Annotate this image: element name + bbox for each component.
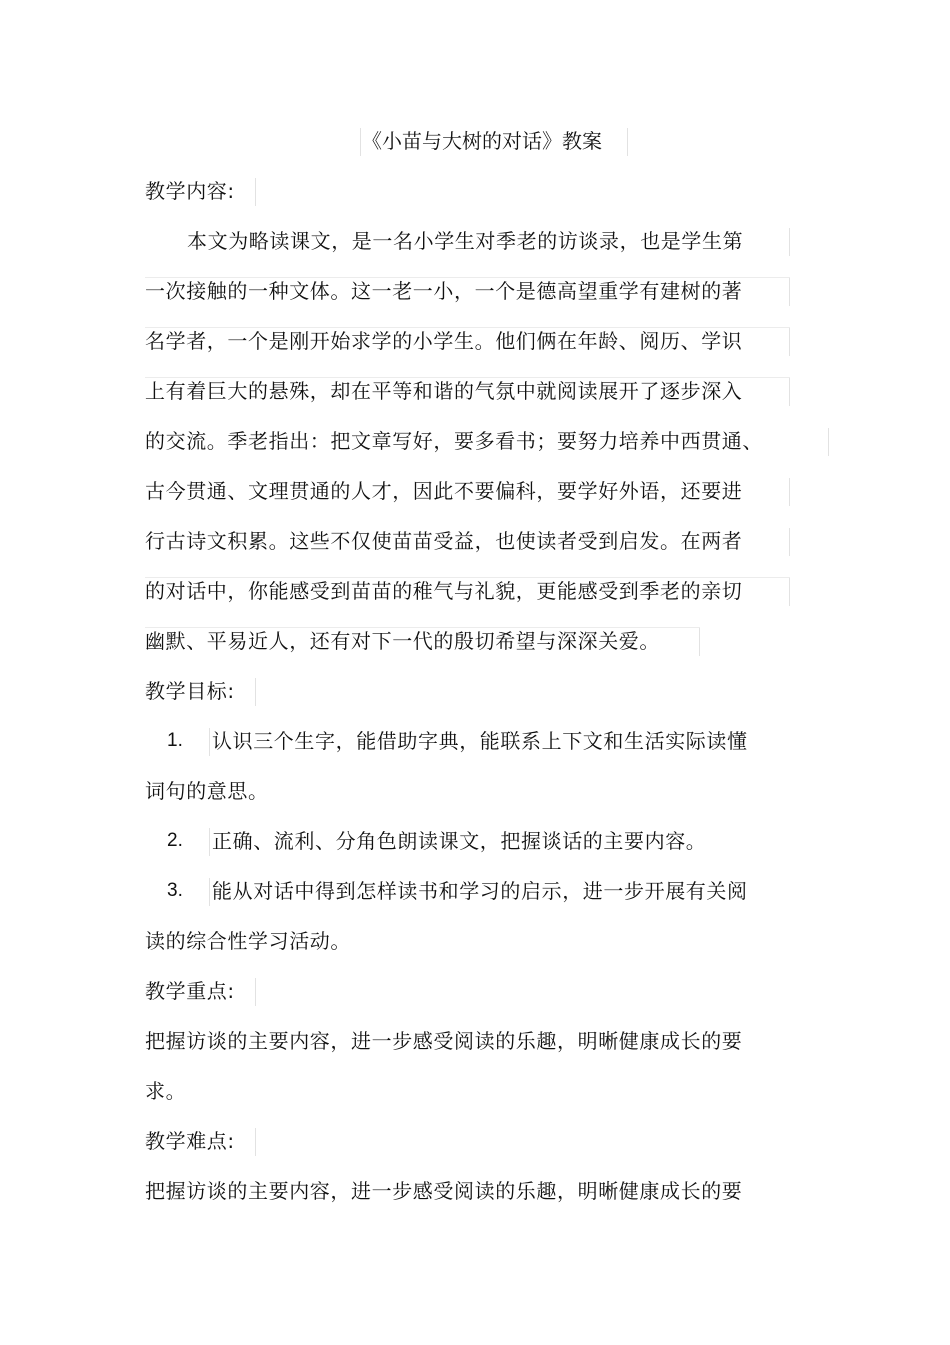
ghost-border xyxy=(789,578,790,606)
ghost-border xyxy=(789,228,790,256)
ghost-border xyxy=(209,878,210,906)
ghost-border xyxy=(789,328,790,356)
ghost-border xyxy=(145,277,790,278)
ghost-border xyxy=(255,178,256,206)
ghost-border xyxy=(789,378,790,406)
content-paragraph-line: 幽默、平易近人，还有对下一代的殷切希望与深深关爱。 xyxy=(145,629,660,653)
goal-number: 1. xyxy=(167,730,183,751)
ghost-border xyxy=(209,828,210,856)
ghost-border xyxy=(255,978,256,1006)
content-paragraph-line: 一次接触的一种文体。这一老一小，一个是德高望重学有建树的著 xyxy=(145,279,743,303)
content-paragraph-line: 行古诗文积累。这些不仅使苗苗受益，也使读者受到启发。在两者 xyxy=(145,529,743,553)
ghost-border xyxy=(789,478,790,506)
document-title: 《小苗与大树的对话》教案 xyxy=(362,129,602,153)
key-point-line: 把握访谈的主要内容，进一步感受阅读的乐趣，明晰健康成长的要 xyxy=(145,1029,743,1053)
content-paragraph-line: 的交流。季老指出：把文章写好，要多看书；要努力培养中西贯通、 xyxy=(145,429,763,453)
difficult-point-line: 把握访谈的主要内容，进一步感受阅读的乐趣，明晰健康成长的要 xyxy=(145,1179,743,1203)
ghost-border xyxy=(789,278,790,306)
ghost-border xyxy=(699,628,700,656)
ghost-border xyxy=(255,1128,256,1156)
goal-number: 2. xyxy=(167,830,183,851)
ghost-border xyxy=(255,678,256,706)
goal-item-text: 正确、流利、分角色朗读课文，把握谈话的主要内容。 xyxy=(212,829,707,853)
section-heading-content: 教学内容: xyxy=(145,179,235,203)
content-paragraph-line: 本文为略读课文，是一名小学生对季老的访谈录，也是学生第 xyxy=(187,229,744,253)
content-paragraph-line: 上有着巨大的悬殊，却在平等和谐的气氛中就阅读展开了逐步深入 xyxy=(145,379,743,403)
ghost-border xyxy=(789,528,790,556)
ghost-border xyxy=(145,377,790,378)
goal-item-continued: 词句的意思。 xyxy=(145,779,269,803)
ghost-border xyxy=(360,128,361,156)
section-heading-key: 教学重点: xyxy=(145,979,235,1003)
ghost-border xyxy=(145,627,700,628)
content-paragraph-line: 的对话中，你能感受到苗苗的稚气与礼貌，更能感受到季老的亲切 xyxy=(145,579,743,603)
content-paragraph-line: 名学者，一个是刚开始求学的小学生。他们俩在年龄、阅历、学识 xyxy=(145,329,743,353)
goal-item-text: 认识三个生字，能借助字典，能联系上下文和生活实际读懂 xyxy=(212,729,748,753)
ghost-border xyxy=(209,728,210,756)
goal-item-continued: 读的综合性学习活动。 xyxy=(145,929,351,953)
section-heading-goals: 教学目标: xyxy=(145,679,235,703)
section-heading-difficult: 教学难点: xyxy=(145,1129,235,1153)
ghost-border xyxy=(627,128,628,156)
ghost-border xyxy=(828,428,829,456)
ghost-border xyxy=(145,577,790,578)
goal-item-text: 能从对话中得到怎样读书和学习的启示，进一步开展有关阅 xyxy=(212,879,748,903)
key-point-line: 求。 xyxy=(145,1079,187,1103)
content-paragraph-line: 古今贯通、文理贯通的人才，因此不要偏科，要学好外语，还要进 xyxy=(145,479,743,503)
goal-number: 3. xyxy=(167,880,183,901)
ghost-border xyxy=(145,327,790,328)
